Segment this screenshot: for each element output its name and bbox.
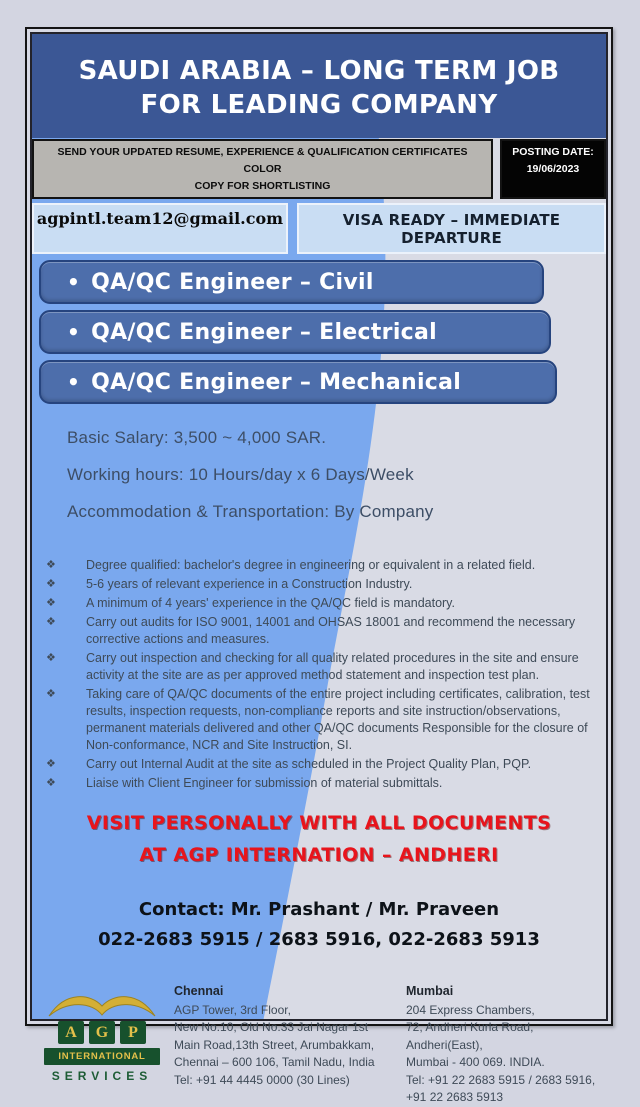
position-pill-electrical [39, 310, 551, 354]
office-city-name: Chennai [174, 984, 224, 999]
poster-header [32, 34, 606, 138]
office-address-line: 72, Andheri Kurla Road, Andheri(East), [406, 1020, 534, 1052]
poster-body [30, 32, 608, 1105]
office-mumbai [406, 983, 606, 1107]
term-salary: Basic Salary: 3,500 ~ 4,000 SAR. [67, 428, 327, 448]
requirement-text: Taking care of QA/QC documents of the entire project including certificates, calibration, test results, inspection requests, non-compliance reports and site instruction/observations, permanent materials delivered and other QA/QC documents Responsible for the closure of Non-conformance, NCR and Site Instruction, SI. [86, 687, 590, 753]
bullet-dot-icon: • [67, 270, 81, 295]
requirement-item [46, 576, 600, 593]
requirement-text: A minimum of 4 years' experience in the QA/QC field is mandatory. [86, 596, 455, 611]
diamond-bullet-icon: ❖ [46, 559, 56, 572]
poster-content [32, 34, 606, 1105]
requirement-item [46, 650, 600, 684]
contact-block [32, 895, 606, 955]
visit-notice-line2: AT AGP INTERNATION – ANDHERI [139, 844, 499, 867]
logo-international-banner: INTERNATIONAL [44, 1048, 160, 1065]
requirement-item [46, 595, 600, 612]
diamond-bullet-icon: ❖ [46, 758, 56, 771]
employment-terms [67, 419, 606, 530]
visa-banner: VISA READY – IMMEDIATE DEPARTURE [297, 203, 606, 254]
diamond-bullet-icon: ❖ [46, 688, 56, 701]
requirement-text: 5-6 years of relevant experience in a Construction Industry. [86, 577, 413, 592]
agp-logo [38, 983, 166, 1107]
diamond-bullet-icon: ❖ [46, 652, 56, 665]
logo-letter: G [89, 1021, 115, 1044]
requirements-list [32, 557, 606, 792]
contact-phones: 022-2683 5915 / 2683 5916, 022-2683 5913 [98, 929, 540, 951]
logo-letter: A [58, 1021, 84, 1044]
office-address-line: AGP Tower, 3rd Floor, [174, 1002, 291, 1017]
requirement-text: Carry out audits for ISO 9001, 14001 and OHSAS 18001 and recommend the necessary corrective actions and measures. [86, 615, 576, 647]
office-address-line: New No.10, Old No.33 Jai Nagar 1st [174, 1020, 369, 1035]
requirement-text: Degree qualified: bachelor's degree in engineering or equivalent in a related field. [86, 558, 536, 573]
job-poster-frame [25, 27, 613, 1105]
email-address: agpintl.team12@gmail.com [32, 203, 288, 254]
bullet-dot-icon: • [67, 320, 81, 345]
agp-letters [38, 1021, 166, 1044]
requirement-text: Carry out Internal Audit at the site as scheduled in the Project Quality Plan, PQP. [86, 757, 532, 772]
office-phone-line: +91 22 2683 5913 [406, 1090, 504, 1105]
footer [38, 983, 606, 1107]
requirement-item [46, 557, 600, 574]
diamond-bullet-icon: ❖ [46, 777, 56, 790]
position-pill-mechanical [39, 360, 557, 404]
diamond-bullet-icon: ❖ [46, 578, 56, 591]
office-address-line: Mumbai - 400 069. INDIA. [406, 1055, 545, 1070]
term-working-hours: Working hours: 10 Hours/day x 6 Days/Week [67, 465, 414, 485]
requirement-text: Liaise with Client Engineer for submission of material submittals. [86, 776, 443, 791]
office-city-name: Mumbai [406, 984, 454, 999]
visit-notice-line1: VISIT PERSONALLY WITH ALL DOCUMENTS [86, 812, 552, 835]
poster-title-line2: FOR LEADING COMPANY [140, 90, 498, 120]
logo-letter: P [120, 1021, 146, 1044]
diamond-bullet-icon: ❖ [46, 597, 56, 610]
resume-notice [32, 139, 493, 199]
position-pill-civil [39, 260, 544, 304]
poster-title-line1: SAUDI ARABIA – LONG TERM JOB [78, 56, 560, 86]
bullet-dot-icon: • [67, 370, 81, 395]
resume-notice-line2: COPY FOR SHORTLISTING [194, 179, 331, 192]
requirement-item [46, 614, 600, 648]
requirement-item [46, 686, 600, 754]
office-chennai [174, 983, 392, 1107]
email-visa-row [32, 203, 606, 254]
contact-names: Contact: Mr. Prashant / Mr. Praveen [138, 899, 500, 921]
office-address-line: Chennai – 600 106, Tamil Nadu, India [174, 1055, 375, 1070]
logo-services-text: SERVICES [51, 1069, 153, 1084]
office-address-line: Main Road,13th Street, Arumbakkam, [174, 1037, 375, 1052]
requirement-item [46, 775, 600, 792]
term-accommodation: Accommodation & Transportation: By Company [67, 502, 434, 522]
office-phone-line: Tel: +91 22 2683 5915 / 2683 5916, [406, 1072, 596, 1087]
posting-date-box [500, 139, 606, 199]
office-phone-line: Tel: +91 44 4445 0000 (30 Lines) [174, 1072, 350, 1087]
requirement-item [46, 756, 600, 773]
notice-row [32, 139, 606, 199]
resume-notice-line1: SEND YOUR UPDATED RESUME, EXPERIENCE & QUALIFICATION CERTIFICATES COLOR [57, 146, 468, 175]
position-label: QA/QC Engineer – Electrical [91, 319, 437, 345]
position-label: QA/QC Engineer – Mechanical [91, 369, 462, 395]
diamond-bullet-icon: ❖ [46, 616, 56, 629]
office-address-line: 204 Express Chambers, [406, 1002, 535, 1017]
requirement-text: Carry out inspection and checking for all quality related procedures in the site and ensure activity at the site are as per approved method statement and inspection test plan. [86, 651, 579, 683]
position-label: QA/QC Engineer – Civil [91, 269, 374, 295]
visit-notice [32, 807, 606, 871]
job-positions [39, 260, 606, 404]
bird-swoosh-icon [46, 985, 158, 1019]
posting-date-label: POSTING DATE: [512, 146, 594, 158]
posting-date-value: 19/06/2023 [526, 162, 580, 175]
